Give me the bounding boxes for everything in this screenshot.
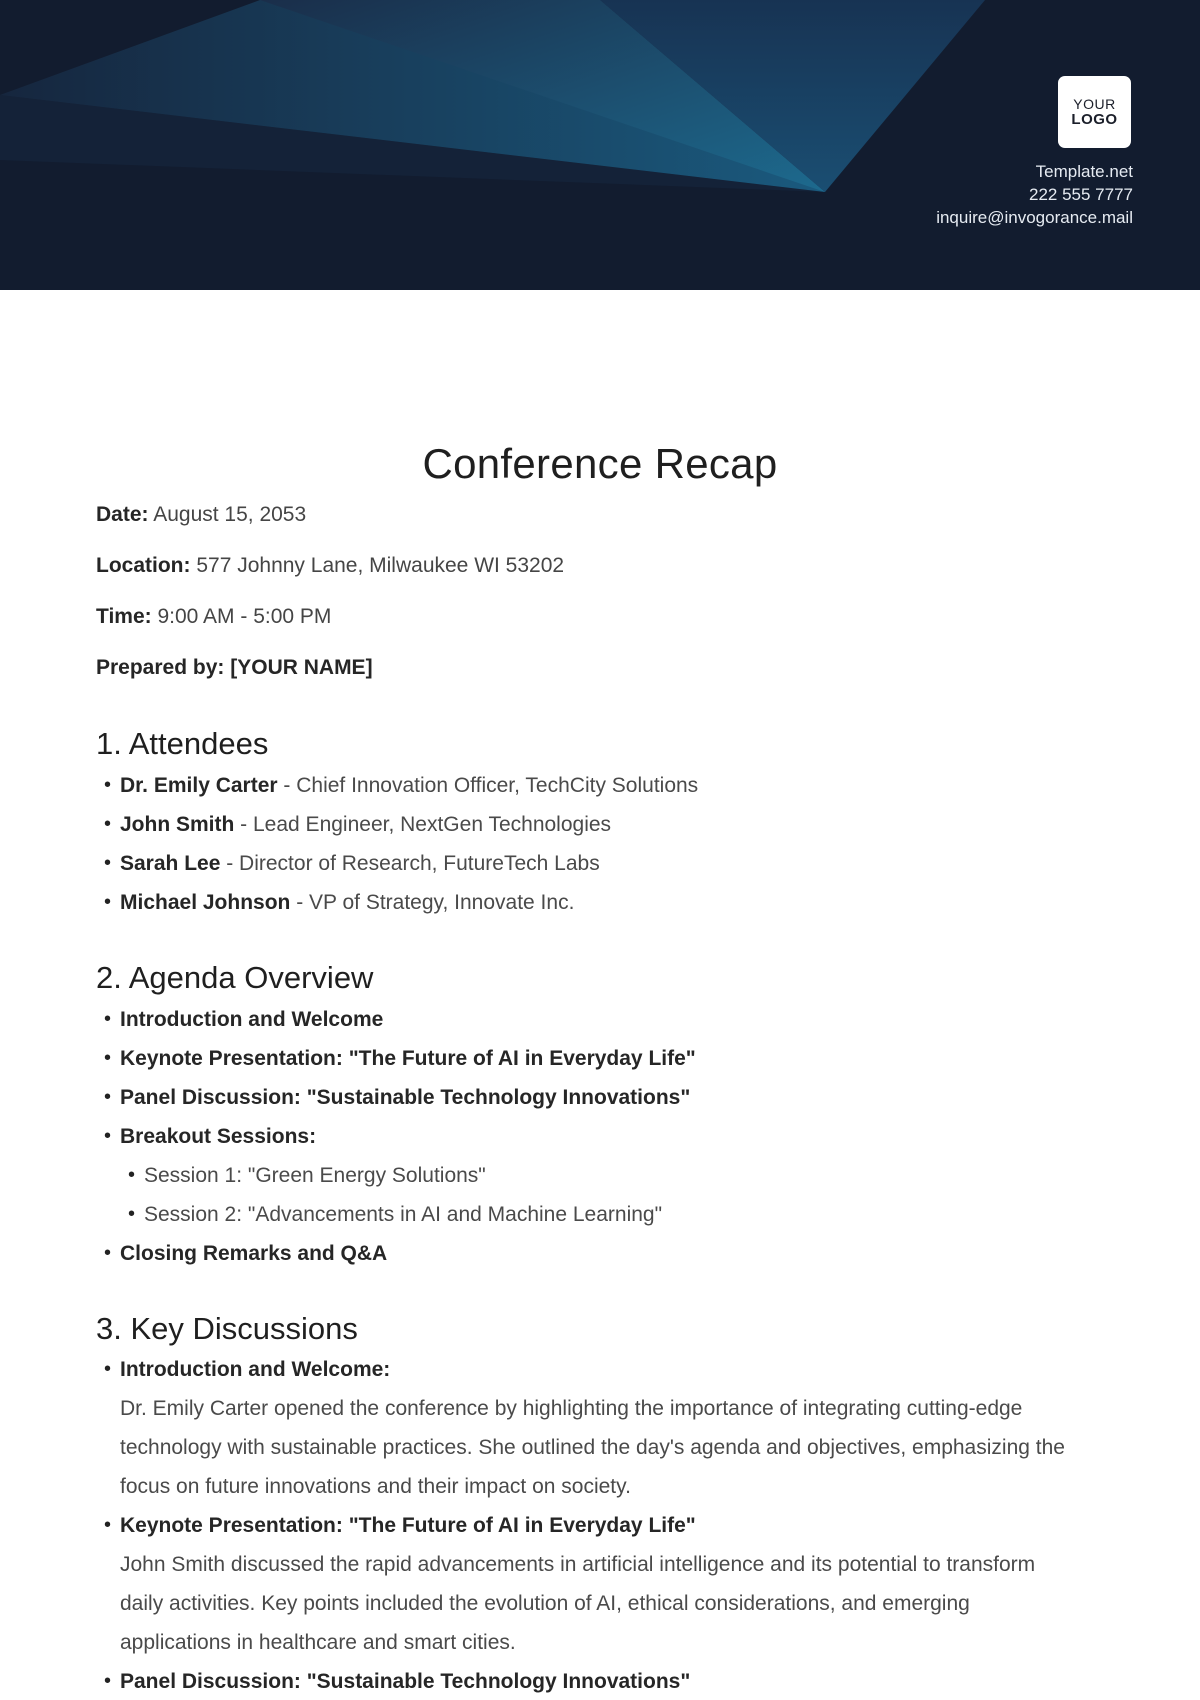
discussion-heading-list-3 xyxy=(104,1662,690,1700)
list-item xyxy=(104,1078,696,1117)
meta-time-value: 9:00 AM - 5:00 PM xyxy=(157,605,332,628)
meta-date-value: August 15, 2053 xyxy=(153,503,307,526)
document-title: Conference Recap xyxy=(422,440,778,487)
breakout-session: Session 2: "Advancements in AI and Machine Learning" xyxy=(144,1203,663,1226)
company-name: Template.net xyxy=(1035,162,1133,181)
meta-date-label: Date: xyxy=(96,503,149,526)
attendee-role: - Director of Research, FutureTech Labs xyxy=(220,852,600,875)
meta-date xyxy=(96,503,306,527)
discussion-heading: Keynote Presentation: "The Future of AI in Everyday Life" xyxy=(120,1514,696,1537)
list-item xyxy=(104,1234,696,1273)
attendee-role: - VP of Strategy, Innovate Inc. xyxy=(290,891,575,914)
meta-location-label: Location: xyxy=(96,554,191,577)
meta-time-label: Time: xyxy=(96,605,152,628)
contact-info xyxy=(936,160,1133,229)
agenda-item: Introduction and Welcome xyxy=(120,1008,384,1031)
list-item xyxy=(104,1000,696,1039)
list-item xyxy=(104,1117,696,1156)
discussion-heading-list-2 xyxy=(104,1506,696,1545)
agenda-item: Keynote Presentation: "The Future of AI in Everyday Life" xyxy=(120,1047,696,1070)
attendee-name: Sarah Lee xyxy=(120,852,221,875)
meta-location xyxy=(96,554,564,578)
header-background-graphic xyxy=(0,0,1200,290)
list-item xyxy=(104,1662,690,1700)
list-item xyxy=(104,1506,696,1545)
attendee-name: Dr. Emily Carter xyxy=(120,774,278,797)
list-item xyxy=(104,883,698,922)
list-item xyxy=(128,1156,696,1195)
attendee-name: John Smith xyxy=(120,813,235,836)
attendees-list xyxy=(104,766,698,922)
discussion-paragraph: Dr. Emily Carter opened the conference by highlighting the importance of integrating cutting-edge technology with sustainable practices. She outlined the day's agenda and objectives, emphasizing the focus on future innovations and their impact on society. xyxy=(120,1397,1065,1498)
logo-line-1: YOUR xyxy=(1073,96,1116,112)
list-item xyxy=(104,766,698,805)
meta-prepared-by xyxy=(96,656,373,680)
attendee-name: Michael Johnson xyxy=(120,891,291,914)
attendee-role: - Lead Engineer, NextGen Technologies xyxy=(234,813,612,836)
list-item xyxy=(104,1039,696,1078)
company-email: inquire@invogorance.mail xyxy=(936,208,1133,227)
section-title-agenda: 2. Agenda Overview xyxy=(96,960,374,995)
discussion-heading: Introduction and Welcome: xyxy=(120,1358,391,1381)
meta-prepared-label: Prepared by: xyxy=(96,656,225,679)
agenda-list xyxy=(104,1000,696,1273)
meta-prepared-value: [YOUR NAME] xyxy=(230,656,373,679)
list-item xyxy=(104,844,698,883)
section-title-key-discussions: 3. Key Discussions xyxy=(96,1311,358,1346)
attendee-role: - Chief Innovation Officer, TechCity Solutions xyxy=(277,774,699,797)
list-item xyxy=(128,1195,696,1234)
agenda-item: Closing Remarks and Q&A xyxy=(120,1242,388,1265)
company-phone: 222 555 7777 xyxy=(1029,185,1133,204)
agenda-item: Panel Discussion: "Sustainable Technology Innovations" xyxy=(120,1086,691,1109)
meta-time xyxy=(96,605,331,629)
discussion-heading: Panel Discussion: "Sustainable Technology Innovations" xyxy=(120,1670,691,1693)
list-item xyxy=(104,805,698,844)
section-title-attendees: 1. Attendees xyxy=(96,726,269,761)
meta-location-value: 577 Johnny Lane, Milwaukee WI 53202 xyxy=(196,554,565,577)
discussion-paragraph: John Smith discussed the rapid advancements in artificial intelligence and its potential to transform daily activities. Key points included the evolution of AI, ethical considerations, and emerging applications in healthcare and smart cities. xyxy=(120,1553,1036,1654)
agenda-item: Breakout Sessions: xyxy=(120,1125,317,1148)
logo-line-2: LOGO xyxy=(1071,111,1118,128)
discussion-heading-list-1 xyxy=(104,1350,390,1389)
header-banner xyxy=(0,0,1200,290)
logo xyxy=(1058,76,1131,148)
list-item xyxy=(104,1350,390,1389)
breakout-session: Session 1: "Green Energy Solutions" xyxy=(144,1164,486,1187)
